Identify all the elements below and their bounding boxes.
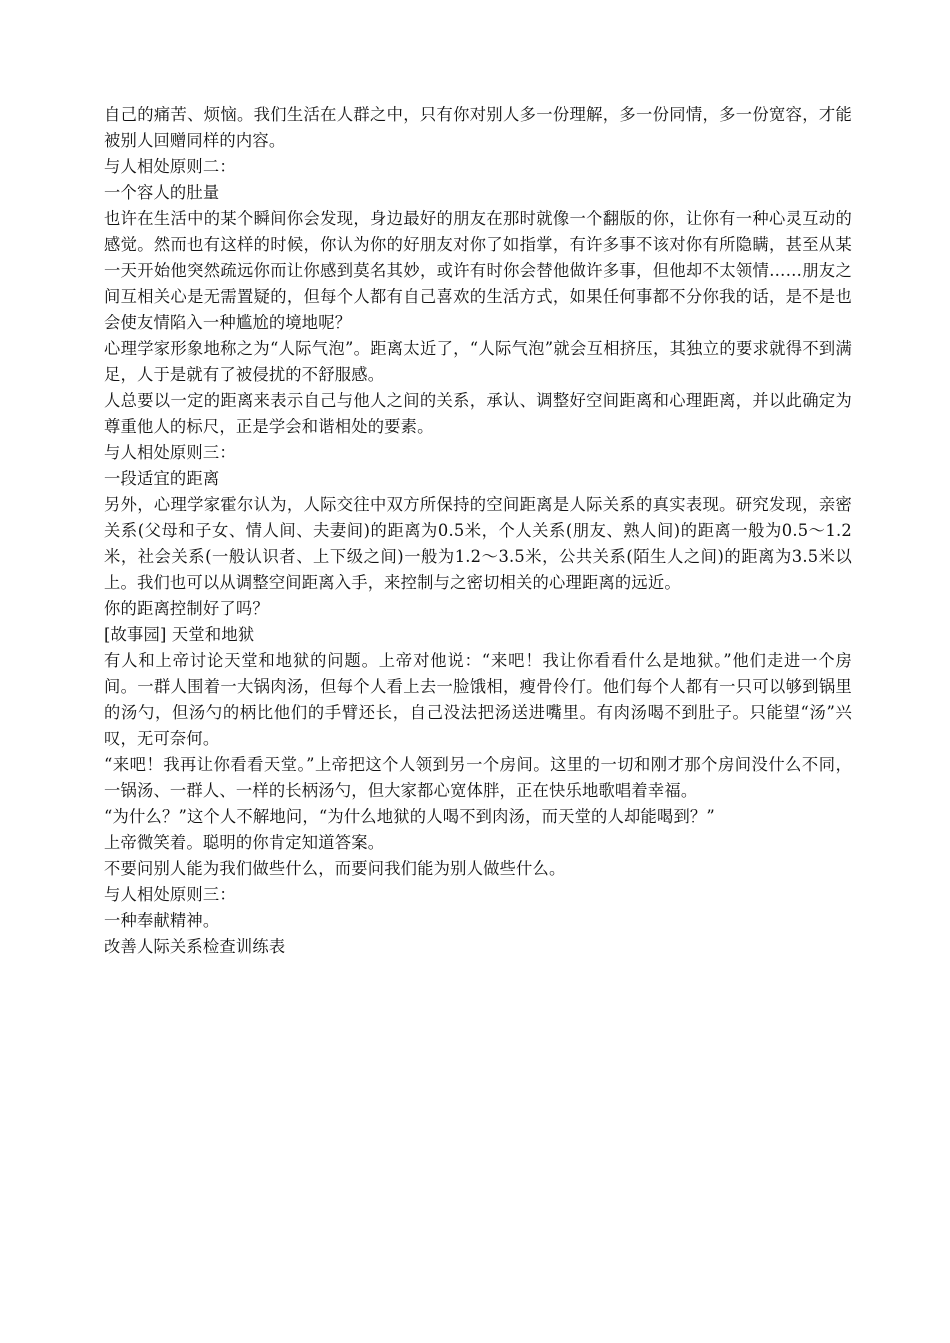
- paragraph: 心理学家形象地称之为“人际气泡”。距离太近了，“人际气泡”就会互相挤压，其独立的要求就得不到满足，人于是就有了被侵扰的不舒服感。: [104, 339, 852, 384]
- story-heading: [故事园] 天堂和地狱: [104, 625, 255, 644]
- paragraph: 另外，心理学家霍尔认为，人际交往中双方所保持的空间距离是人际关系的真实表现。研究发现，亲密关系(父母和子女、情人间、夫妻间)的距离为0.5米，个人关系(朋友、熟人间)的距离一般为0.5～1.2米，社会关系(一般认识者、上下级之间)一般为1.2～3.5米，公共关系(陌生人之间)的距离为3.5米以上。我们也可以从调整空间距离入手，来控制与之密切相关的心理距离的远近。: [104, 495, 852, 592]
- paragraph: 你的距离控制好了吗？: [104, 599, 269, 618]
- section-subheading: 一段适宜的距离: [104, 469, 220, 488]
- section-heading: 与人相处原则三：: [104, 443, 236, 462]
- section-heading: 与人相处原则三：: [104, 885, 236, 904]
- paragraph: “来吧！我再让你看看天堂。”上帝把这个人领到另一个房间。这里的一切和刚才那个房间没什么不同，一锅汤、一群人、一样的长柄汤勺，但大家都心宽体胖，正在快乐地歌唱着幸福。: [104, 755, 852, 800]
- section-heading: 与人相处原则二：: [104, 157, 236, 176]
- document-body: [104, 102, 852, 960]
- paragraph: 自己的痛苦、烦恼。我们生活在人群之中，只有你对别人多一份理解，多一份同情，多一份宽容，才能被别人回赠同样的内容。: [104, 105, 852, 150]
- paragraph: 上帝微笑着。聪明的你肯定知道答案。: [104, 833, 385, 852]
- paragraph: 有人和上帝讨论天堂和地狱的问题。上帝对他说：“来吧！我让你看看什么是地狱。”他们走进一个房间。一群人围着一大锅肉汤，但每个人看上去一脸饿相，瘦骨伶仃。他们每个人都有一只可以够到锅里的汤勺，但汤勺的柄比他们的手臂还长，自己没法把汤送进嘴里。有肉汤喝不到肚子。只能望“汤”兴叹，无可奈何。: [104, 651, 852, 748]
- paragraph: 人总要以一定的距离来表示自己与他人之间的关系，承认、调整好空间距离和心理距离，并以此确定为尊重他人的标尺，正是学会和谐相处的要素。: [104, 391, 852, 436]
- paragraph: 也许在生活中的某个瞬间你会发现，身边最好的朋友在那时就像一个翻版的你，让你有一种心灵互动的感觉。然而也有这样的时候，你认为你的好朋友对你了如指掌，有许多事不该对你有所隐瞒，甚至从某一天开始他突然疏远你而让你感到莫名其妙，或许有时你会替他做许多事，但他却不太领情……朋友之间互相关心是无需置疑的，但每个人都有自己喜欢的生活方式，如果任何事都不分你我的话，是不是也会使友情陷入一种尴尬的境地呢？: [104, 209, 852, 332]
- paragraph: “为什么？”这个人不解地问，“为什么地狱的人喝不到肉汤，而天堂的人却能喝到？”: [104, 807, 715, 826]
- section-subheading: 一种奉献精神。: [104, 911, 220, 930]
- section-subheading: 一个容人的肚量: [104, 183, 220, 202]
- paragraph: 不要问别人能为我们做些什么，而要问我们能为别人做些什么。: [104, 859, 566, 878]
- section-heading: 改善人际关系检查训练表: [104, 937, 286, 956]
